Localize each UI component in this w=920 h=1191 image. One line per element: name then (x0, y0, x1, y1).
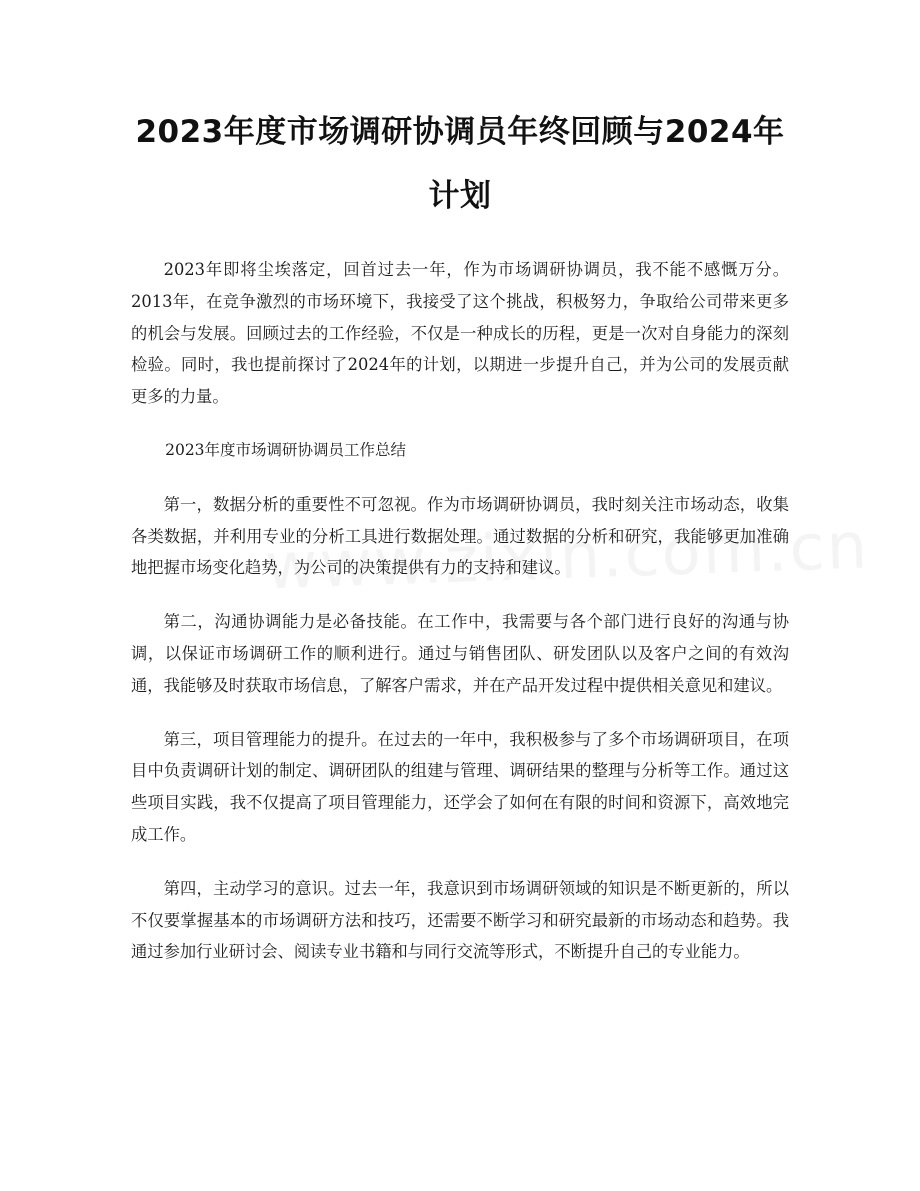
document-body (131, 254, 789, 968)
intro-paragraph: 2023年即将尘埃落定，回首过去一年，作为市场调研协调员，我不能不感慨万分。2013年，在竞争激烈的市场环境下，我接受了这个挑战，积极努力，争取给公司带来更多的机会与发展。回顾过去的工作经验，不仅是一种成长的历程，更是一次对自身能力的深刻检验。同时，我也提前探讨了2024年的计划，以期进一步提升自己，并为公司的发展贡献更多的力量。 (131, 260, 789, 407)
paragraph-first: 第一，数据分析的重要性不可忽视。作为市场调研协调员，我时刻关注市场动态，收集各类数据，并利用专业的分析工具进行数据处理。通过数据的分析和研究，我能够更加准确地把握市场变化趋势，为公司的决策提供有力的支持和建议。 (131, 494, 789, 578)
paragraph-fourth: 第四，主动学习的意识。过去一年，我意识到市场调研领域的知识是不断更新的，所以不仅要掌握基本的市场调研方法和技巧，还需要不断学习和研究最新的市场动态和趋势。我通过参加行业研讨会、阅读专业书籍和与同行交流等形式，不断提升自己的专业能力。 (131, 878, 789, 962)
paragraph-second: 第二，沟通协调能力是必备技能。在工作中，我需要与各个部门进行良好的沟通与协调，以保证市场调研工作的顺利进行。通过与销售团队、研发团队以及客户之间的有效沟通，我能够及时获取市场信息，了解客户需求，并在产品开发过程中提供相关意见和建议。 (131, 612, 789, 695)
section-heading: 2023年度市场调研协调员工作总结 (165, 440, 407, 459)
document-title: 2023年度市场调研协调员年终回顾与2024年计划 (135, 114, 785, 214)
paragraph-third: 第三，项目管理能力的提升。在过去的一年中，我积极参与了多个市场调研项目，在项目中负责调研计划的制定、调研团队的组建与管理、调研结果的整理与分析等工作。通过这些项目实践，我不仅提高了项目管理能力，还学会了如何在有限的时间和资源下，高效地完成工作。 (131, 729, 789, 844)
